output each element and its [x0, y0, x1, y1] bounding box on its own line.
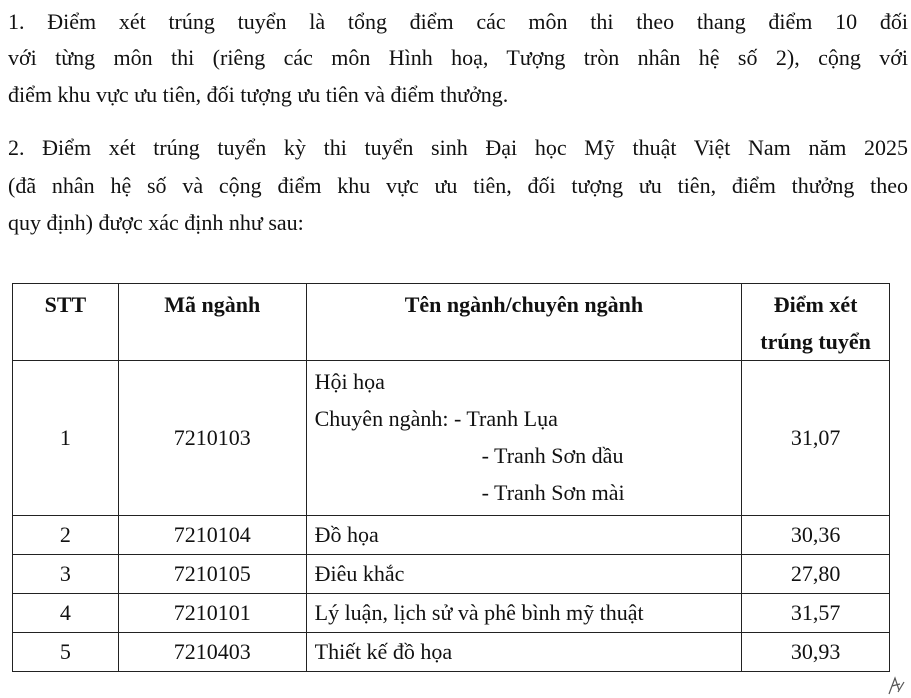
cell-major-name: Điêu khắc [306, 555, 742, 594]
cell-major-name: Lý luận, lịch sử và phê bình mỹ thuật [306, 594, 742, 633]
header-major-name: Tên ngành/chuyên ngành [306, 284, 742, 361]
header-major-code: Mã ngành [118, 284, 306, 361]
cell-major-name: Thiết kế đồ họa [306, 633, 742, 672]
cell-major-code: 7210103 [118, 361, 306, 516]
cell-major-name [306, 361, 742, 516]
table-row [13, 594, 890, 633]
cell-stt: 1 [13, 361, 119, 516]
specialization-item: - Tranh Sơn mài [481, 480, 625, 505]
header-score [742, 284, 890, 361]
specialization-label: Chuyên ngành: - Tranh Lụa [314, 406, 558, 431]
cell-stt: 4 [13, 594, 119, 633]
paragraph-2-line-1: 2. Điểm xét trúng tuyển kỳ thi tuyển sinh Đại học Mỹ thuật Việt Nam năm 2025 [8, 135, 908, 160]
header-score-line-1: Điểm xét [773, 292, 858, 317]
major-name: Hội họa [314, 369, 385, 394]
cell-score: 27,80 [742, 555, 890, 594]
cell-stt: 3 [13, 555, 119, 594]
cell-score: 30,93 [742, 633, 890, 672]
paragraph-1-line-1: 1. Điểm xét trúng tuyển là tổng điểm các môn thi theo thang điểm 10 đối [8, 9, 908, 34]
cell-major-code: 7210105 [118, 555, 306, 594]
signature-mark [886, 674, 906, 696]
paragraph-1-line-3: điểm khu vực ưu tiên, đối tượng ưu tiên và điểm thưởng. [8, 82, 509, 107]
paragraph-1-line-2: với từng môn thi (riêng các môn Hình hoạ, Tượng tròn nhân hệ số 2), cộng với [8, 45, 908, 70]
paragraph-2-line-3: quy định) được xác định như sau: [8, 210, 304, 235]
cell-major-code: 7210101 [118, 594, 306, 633]
table-row [13, 516, 890, 555]
cell-major-code: 7210403 [118, 633, 306, 672]
header-score-line-2: trúng tuyển [760, 329, 871, 354]
cell-score: 31,07 [742, 361, 890, 516]
table-header-row [13, 284, 890, 361]
table-row [13, 633, 890, 672]
cell-score: 31,57 [742, 594, 890, 633]
header-stt: STT [13, 284, 119, 361]
admission-score-table [12, 283, 890, 672]
cell-stt: 2 [13, 516, 119, 555]
cell-score: 30,36 [742, 516, 890, 555]
cell-major-name: Đồ họa [306, 516, 742, 555]
cell-stt: 5 [13, 633, 119, 672]
table-row [13, 555, 890, 594]
specialization-item: - Tranh Sơn dầu [481, 443, 624, 468]
table-row [13, 361, 890, 516]
paragraph-2-line-2: (đã nhân hệ số và cộng điểm khu vực ưu tiên, đối tượng ưu tiên, điểm thưởng theo [8, 173, 908, 198]
cell-major-code: 7210104 [118, 516, 306, 555]
